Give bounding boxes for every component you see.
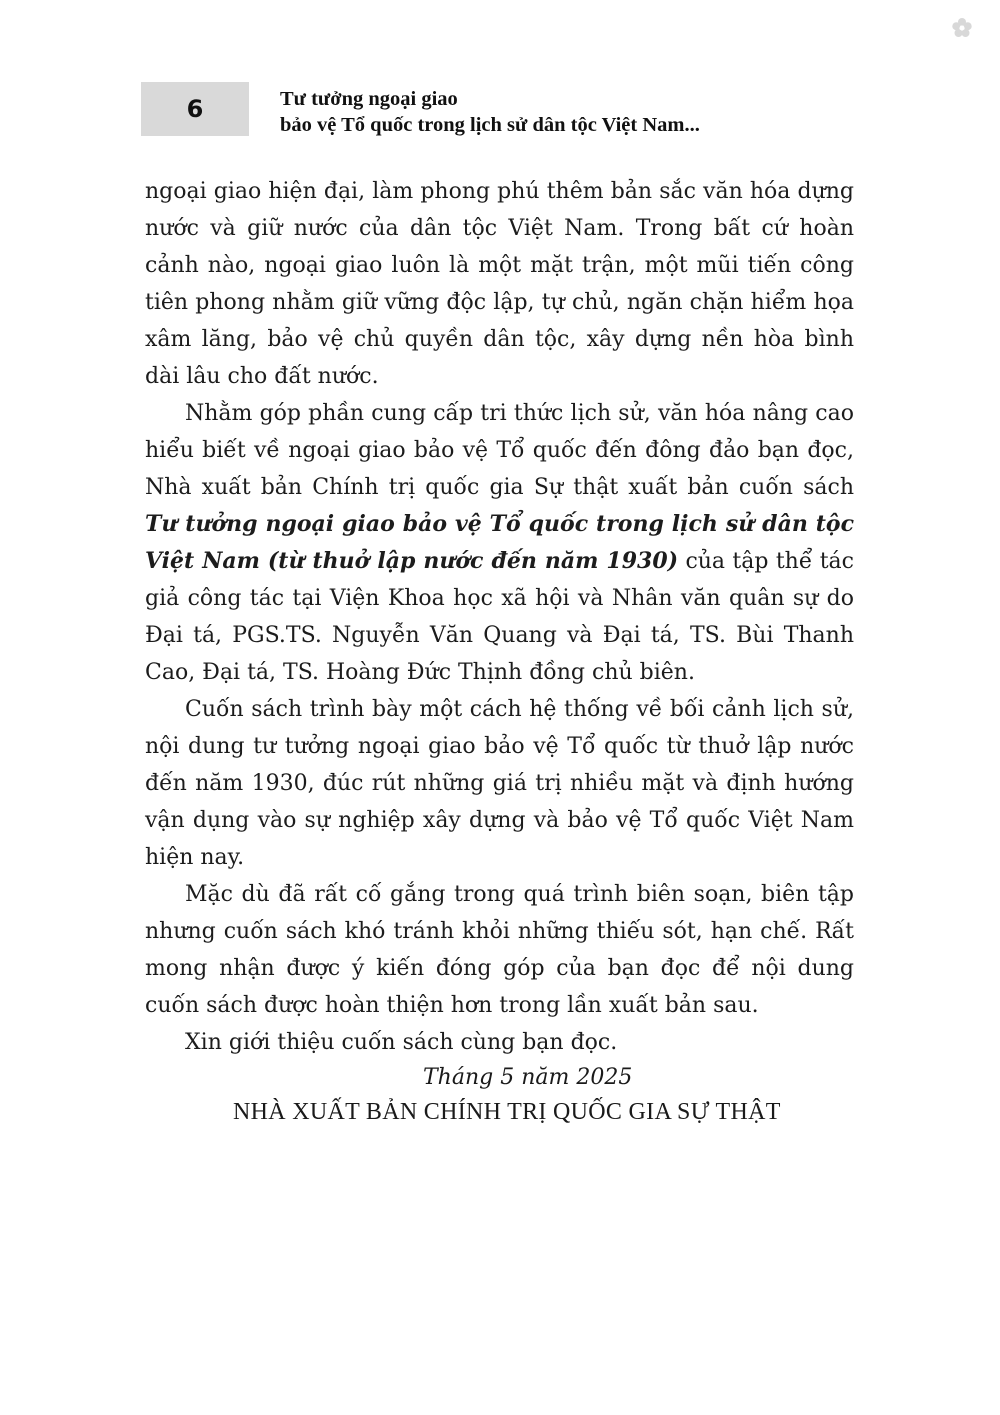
signature-block	[145, 1060, 854, 1130]
signature-publisher: NHÀ XUẤT BẢN CHÍNH TRỊ QUỐC GIA SỰ THẬT	[233, 1099, 781, 1125]
body-text	[145, 173, 854, 1061]
page-number: 6	[141, 82, 249, 136]
running-title-line-1: Tư tưởng ngoại giao	[280, 88, 458, 110]
paragraph-2-rest: của tập thể tác giả công tác tại Viện Khoa học xã hội và Nhân văn quân sự do Đại tá, PGS.TS. Nguyễn Văn Quang và Đại tá, TS. Bùi Thanh Cao, Đại tá, TS. Hoàng Đức Thịnh đồng chủ biên.	[145, 549, 854, 685]
flower-icon	[950, 16, 974, 40]
paragraph-5: Xin giới thiệu cuốn sách cùng bạn đọc.	[185, 1030, 618, 1055]
paragraph-1: ngoại giao hiện đại, làm phong phú thêm bản sắc văn hóa dựng nước và giữ nước của dân tộc Việt Nam. Trong bất cứ hoàn cảnh nào, ngoại giao luôn là một mặt trận, một mũi tiến công tiên phong nhằm giữ vững độc lập, tự chủ, ngăn chặn hiểm họa xâm lăng, bảo vệ chủ quyền dân tộc, xây dựng nền hòa bình dài lâu cho đất nước.	[145, 179, 854, 389]
running-title	[280, 86, 700, 138]
paragraph-3: Cuốn sách trình bày một cách hệ thống về bối cảnh lịch sử, nội dung tư tưởng ngoại giao bảo vệ Tổ quốc từ thuở lập nước đến năm 1930, đúc rút những giá trị nhiều mặt và định hướng vận dụng vào sự nghiệp xây dựng và bảo vệ Tổ quốc Việt Nam hiện nay.	[145, 697, 854, 870]
book-title: Tư tưởng ngoại giao bảo vệ Tổ quốc trong lịch sử dân tộc Việt Nam (từ thuở lập nước đến năm 1930)	[145, 511, 854, 574]
paragraph-2-intro: Nhằm góp phần cung cấp tri thức lịch sử, văn hóa nâng cao hiểu biết về ngoại giao bảo vệ Tổ quốc đến đông đảo bạn đọc, Nhà xuất bản Chính trị quốc gia Sự thật xuất bản cuốn sách	[145, 401, 854, 500]
running-header	[141, 82, 861, 138]
paragraph-4: Mặc dù đã rất cố gắng trong quá trình biên soạn, biên tập nhưng cuốn sách khó tránh khỏi những thiếu sót, hạn chế. Rất mong nhận được ý kiến đóng góp của bạn đọc để nội dung cuốn sách được hoàn thiện hơn trong lần xuất bản sau.	[145, 882, 854, 1018]
running-title-line-2: bảo vệ Tổ quốc trong lịch sử dân tộc Việt Nam...	[280, 114, 700, 136]
paragraph-2	[145, 395, 854, 691]
signature-date: Tháng 5 năm 2025	[423, 1065, 633, 1090]
